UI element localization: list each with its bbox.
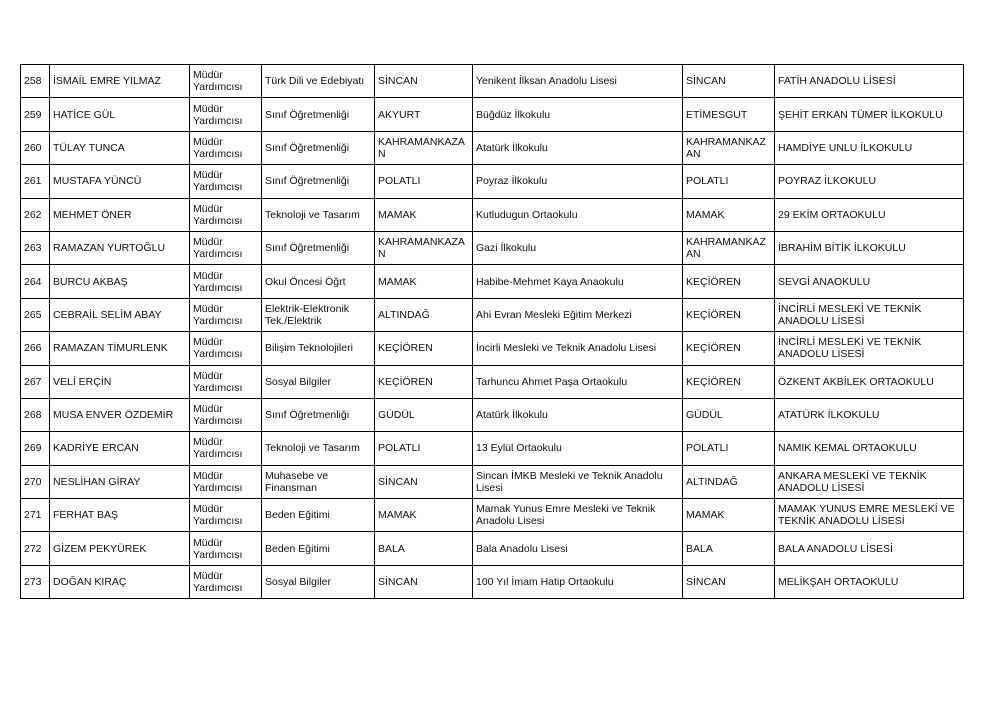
person-name-cell: BURCU AKBAŞ xyxy=(50,265,190,298)
assigned-school-cell: ANKARA MESLEKİ VE TEKNİK ANADOLU LİSESİ xyxy=(775,465,964,498)
assigned-district-cell: BALA xyxy=(683,532,775,565)
job-title-cell: Müdür Yardımcısı xyxy=(190,131,262,164)
person-name-cell: RAMAZAN TİMURLENK xyxy=(50,332,190,365)
assigned-school-cell: POYRAZ İLKOKULU xyxy=(775,165,964,198)
current-school-cell: Sincan İMKB Mesleki ve Teknik Anadolu Lisesi xyxy=(473,465,683,498)
assigned-district-cell: GÜDÜL xyxy=(683,398,775,431)
assigned-school-cell: HAMDİYE UNLU İLKOKULU xyxy=(775,131,964,164)
district-cell: GÜDÜL xyxy=(375,398,473,431)
district-cell: KEÇİÖREN xyxy=(375,332,473,365)
district-cell: SİNCAN xyxy=(375,65,473,98)
district-cell: SİNCAN xyxy=(375,465,473,498)
assigned-district-cell: POLATLI xyxy=(683,165,775,198)
current-school-cell: Gazi İlkokulu xyxy=(473,231,683,264)
table-row xyxy=(21,231,964,264)
table-row xyxy=(21,465,964,498)
branch-cell: Sosyal Bilgiler xyxy=(262,565,375,598)
job-title-cell: Müdür Yardımcısı xyxy=(190,499,262,532)
person-name-cell: VELİ ERÇİN xyxy=(50,365,190,398)
row-number-cell: 266 xyxy=(21,332,50,365)
job-title-cell: Müdür Yardımcısı xyxy=(190,398,262,431)
person-name-cell: KADRİYE ERCAN xyxy=(50,432,190,465)
assigned-school-cell: SEVGİ ANAOKULU xyxy=(775,265,964,298)
job-title-cell: Müdür Yardımcısı xyxy=(190,231,262,264)
assigned-school-cell: BALA ANADOLU LİSESİ xyxy=(775,532,964,565)
district-cell: BALA xyxy=(375,532,473,565)
assigned-district-cell: MAMAK xyxy=(683,198,775,231)
row-number-cell: 269 xyxy=(21,432,50,465)
person-name-cell: TÜLAY TUNCA xyxy=(50,131,190,164)
row-number-cell: 268 xyxy=(21,398,50,431)
district-cell: KEÇİÖREN xyxy=(375,365,473,398)
table-row xyxy=(21,565,964,598)
row-number-cell: 271 xyxy=(21,499,50,532)
assigned-district-cell: KAHRAMANKAZAN xyxy=(683,131,775,164)
person-name-cell: CEBRAİL SELİM ABAY xyxy=(50,298,190,331)
current-school-cell: Büğdüz İlkokulu xyxy=(473,98,683,131)
person-name-cell: FERHAT BAŞ xyxy=(50,499,190,532)
table-row xyxy=(21,398,964,431)
branch-cell: Sınıf Öğretmenliği xyxy=(262,131,375,164)
row-number-cell: 264 xyxy=(21,265,50,298)
job-title-cell: Müdür Yardımcısı xyxy=(190,98,262,131)
assigned-school-cell: ŞEHİT ERKAN TÜMER İLKOKULU xyxy=(775,98,964,131)
branch-cell: Bilişim Teknolojileri xyxy=(262,332,375,365)
current-school-cell: İncirli Mesleki ve Teknik Anadolu Lisesi xyxy=(473,332,683,365)
row-number-cell: 267 xyxy=(21,365,50,398)
person-name-cell: RAMAZAN YURTOĞLU xyxy=(50,231,190,264)
branch-cell: Sınıf Öğretmenliği xyxy=(262,165,375,198)
job-title-cell: Müdür Yardımcısı xyxy=(190,465,262,498)
row-number-cell: 261 xyxy=(21,165,50,198)
current-school-cell: Mamak Yunus Emre Mesleki ve Teknik Anadolu Lisesi xyxy=(473,499,683,532)
table-row xyxy=(21,532,964,565)
job-title-cell: Müdür Yardımcısı xyxy=(190,332,262,365)
person-name-cell: İSMAİL EMRE YILMAZ xyxy=(50,65,190,98)
branch-cell: Sınıf Öğretmenliği xyxy=(262,398,375,431)
person-name-cell: MEHMET ÖNER xyxy=(50,198,190,231)
table-row xyxy=(21,98,964,131)
current-school-cell: Ahi Evran Mesleki Eğitim Merkezi xyxy=(473,298,683,331)
row-number-cell: 265 xyxy=(21,298,50,331)
current-school-cell: Habibe-Mehmet Kaya Anaokulu xyxy=(473,265,683,298)
assigned-school-cell: İNCİRLİ MESLEKİ VE TEKNİK ANADOLU LİSESİ xyxy=(775,298,964,331)
district-cell: POLATLI xyxy=(375,165,473,198)
district-cell: POLATLI xyxy=(375,432,473,465)
district-cell: MAMAK xyxy=(375,265,473,298)
current-school-cell: Atatürk İlkokulu xyxy=(473,131,683,164)
person-name-cell: GİZEM PEKYÜREK xyxy=(50,532,190,565)
row-number-cell: 262 xyxy=(21,198,50,231)
branch-cell: Beden Eğitimi xyxy=(262,532,375,565)
row-number-cell: 263 xyxy=(21,231,50,264)
table-row xyxy=(21,432,964,465)
table-row xyxy=(21,365,964,398)
job-title-cell: Müdür Yardımcısı xyxy=(190,532,262,565)
assigned-school-cell: NAMIK KEMAL ORTAOKULU xyxy=(775,432,964,465)
branch-cell: Teknoloji ve Tasarım xyxy=(262,432,375,465)
table-row xyxy=(21,131,964,164)
district-cell: MAMAK xyxy=(375,198,473,231)
branch-cell: Muhasebe ve Finansman xyxy=(262,465,375,498)
branch-cell: Elektrik-Elektronik Tek./Elektrik xyxy=(262,298,375,331)
current-school-cell: Bala Anadolu Lisesi xyxy=(473,532,683,565)
assigned-school-cell: ÖZKENT AKBİLEK ORTAOKULU xyxy=(775,365,964,398)
assigned-district-cell: ALTINDAĞ xyxy=(683,465,775,498)
assigned-district-cell: KEÇİÖREN xyxy=(683,365,775,398)
assigned-school-cell: 29 EKİM ORTAOKULU xyxy=(775,198,964,231)
assigned-school-cell: FATİH ANADOLU LİSESİ xyxy=(775,65,964,98)
branch-cell: Okul Öncesi Öğrt xyxy=(262,265,375,298)
current-school-cell: Yenikent İlksan Anadolu Lisesi xyxy=(473,65,683,98)
job-title-cell: Müdür Yardımcısı xyxy=(190,65,262,98)
assigned-school-cell: MELİKŞAH ORTAOKULU xyxy=(775,565,964,598)
table-row xyxy=(21,65,964,98)
job-title-cell: Müdür Yardımcısı xyxy=(190,198,262,231)
current-school-cell: 100 Yıl İmam Hatip Ortaokulu xyxy=(473,565,683,598)
job-title-cell: Müdür Yardımcısı xyxy=(190,565,262,598)
branch-cell: Türk Dili ve Edebiyatı xyxy=(262,65,375,98)
row-number-cell: 272 xyxy=(21,532,50,565)
current-school-cell: Kutludugun Ortaokulu xyxy=(473,198,683,231)
district-cell: MAMAK xyxy=(375,499,473,532)
assigned-district-cell: ETİMESGUT xyxy=(683,98,775,131)
job-title-cell: Müdür Yardımcısı xyxy=(190,432,262,465)
row-number-cell: 259 xyxy=(21,98,50,131)
assigned-school-cell: ATATÜRK İLKOKULU xyxy=(775,398,964,431)
person-name-cell: MUSA ENVER ÖZDEMİR xyxy=(50,398,190,431)
current-school-cell: Tarhuncu Ahmet Paşa Ortaokulu xyxy=(473,365,683,398)
table-row xyxy=(21,499,964,532)
table-row xyxy=(21,265,964,298)
row-number-cell: 258 xyxy=(21,65,50,98)
table-row xyxy=(21,165,964,198)
branch-cell: Sosyal Bilgiler xyxy=(262,365,375,398)
person-name-cell: MUSTAFA YÜNCÜ xyxy=(50,165,190,198)
current-school-cell: Atatürk İlkokulu xyxy=(473,398,683,431)
district-cell: AKYURT xyxy=(375,98,473,131)
table-body xyxy=(21,65,964,599)
job-title-cell: Müdür Yardımcısı xyxy=(190,365,262,398)
district-cell: KAHRAMANKAZAN xyxy=(375,231,473,264)
assignment-table xyxy=(20,64,964,599)
assigned-school-cell: İNCİRLİ MESLEKİ VE TEKNİK ANADOLU LİSESİ xyxy=(775,332,964,365)
assigned-district-cell: KEÇİÖREN xyxy=(683,265,775,298)
assigned-district-cell: KEÇİÖREN xyxy=(683,298,775,331)
table-row xyxy=(21,198,964,231)
person-name-cell: HATİCE GÜL xyxy=(50,98,190,131)
district-cell: KAHRAMANKAZAN xyxy=(375,131,473,164)
person-name-cell: NESLİHAN GİRAY xyxy=(50,465,190,498)
row-number-cell: 260 xyxy=(21,131,50,164)
table-row xyxy=(21,332,964,365)
assigned-district-cell: KEÇİÖREN xyxy=(683,332,775,365)
branch-cell: Sınıf Öğretmenliği xyxy=(262,98,375,131)
assigned-school-cell: MAMAK YUNUS EMRE MESLEKİ VE TEKNİK ANADOLU LİSESİ xyxy=(775,499,964,532)
job-title-cell: Müdür Yardımcısı xyxy=(190,165,262,198)
branch-cell: Sınıf Öğretmenliği xyxy=(262,231,375,264)
branch-cell: Teknoloji ve Tasarım xyxy=(262,198,375,231)
assigned-district-cell: POLATLI xyxy=(683,432,775,465)
job-title-cell: Müdür Yardımcısı xyxy=(190,265,262,298)
assigned-district-cell: KAHRAMANKAZAN xyxy=(683,231,775,264)
current-school-cell: Poyraz İlkokulu xyxy=(473,165,683,198)
row-number-cell: 270 xyxy=(21,465,50,498)
branch-cell: Beden Eğitimi xyxy=(262,499,375,532)
district-cell: ALTINDAĞ xyxy=(375,298,473,331)
assigned-district-cell: SİNCAN xyxy=(683,565,775,598)
job-title-cell: Müdür Yardımcısı xyxy=(190,298,262,331)
row-number-cell: 273 xyxy=(21,565,50,598)
assigned-district-cell: MAMAK xyxy=(683,499,775,532)
assigned-school-cell: İBRAHİM BİTİK İLKOKULU xyxy=(775,231,964,264)
person-name-cell: DOĞAN KIRAÇ xyxy=(50,565,190,598)
district-cell: SİNCAN xyxy=(375,565,473,598)
assigned-district-cell: SİNCAN xyxy=(683,65,775,98)
table-row xyxy=(21,298,964,331)
current-school-cell: 13 Eylül Ortaokulu xyxy=(473,432,683,465)
